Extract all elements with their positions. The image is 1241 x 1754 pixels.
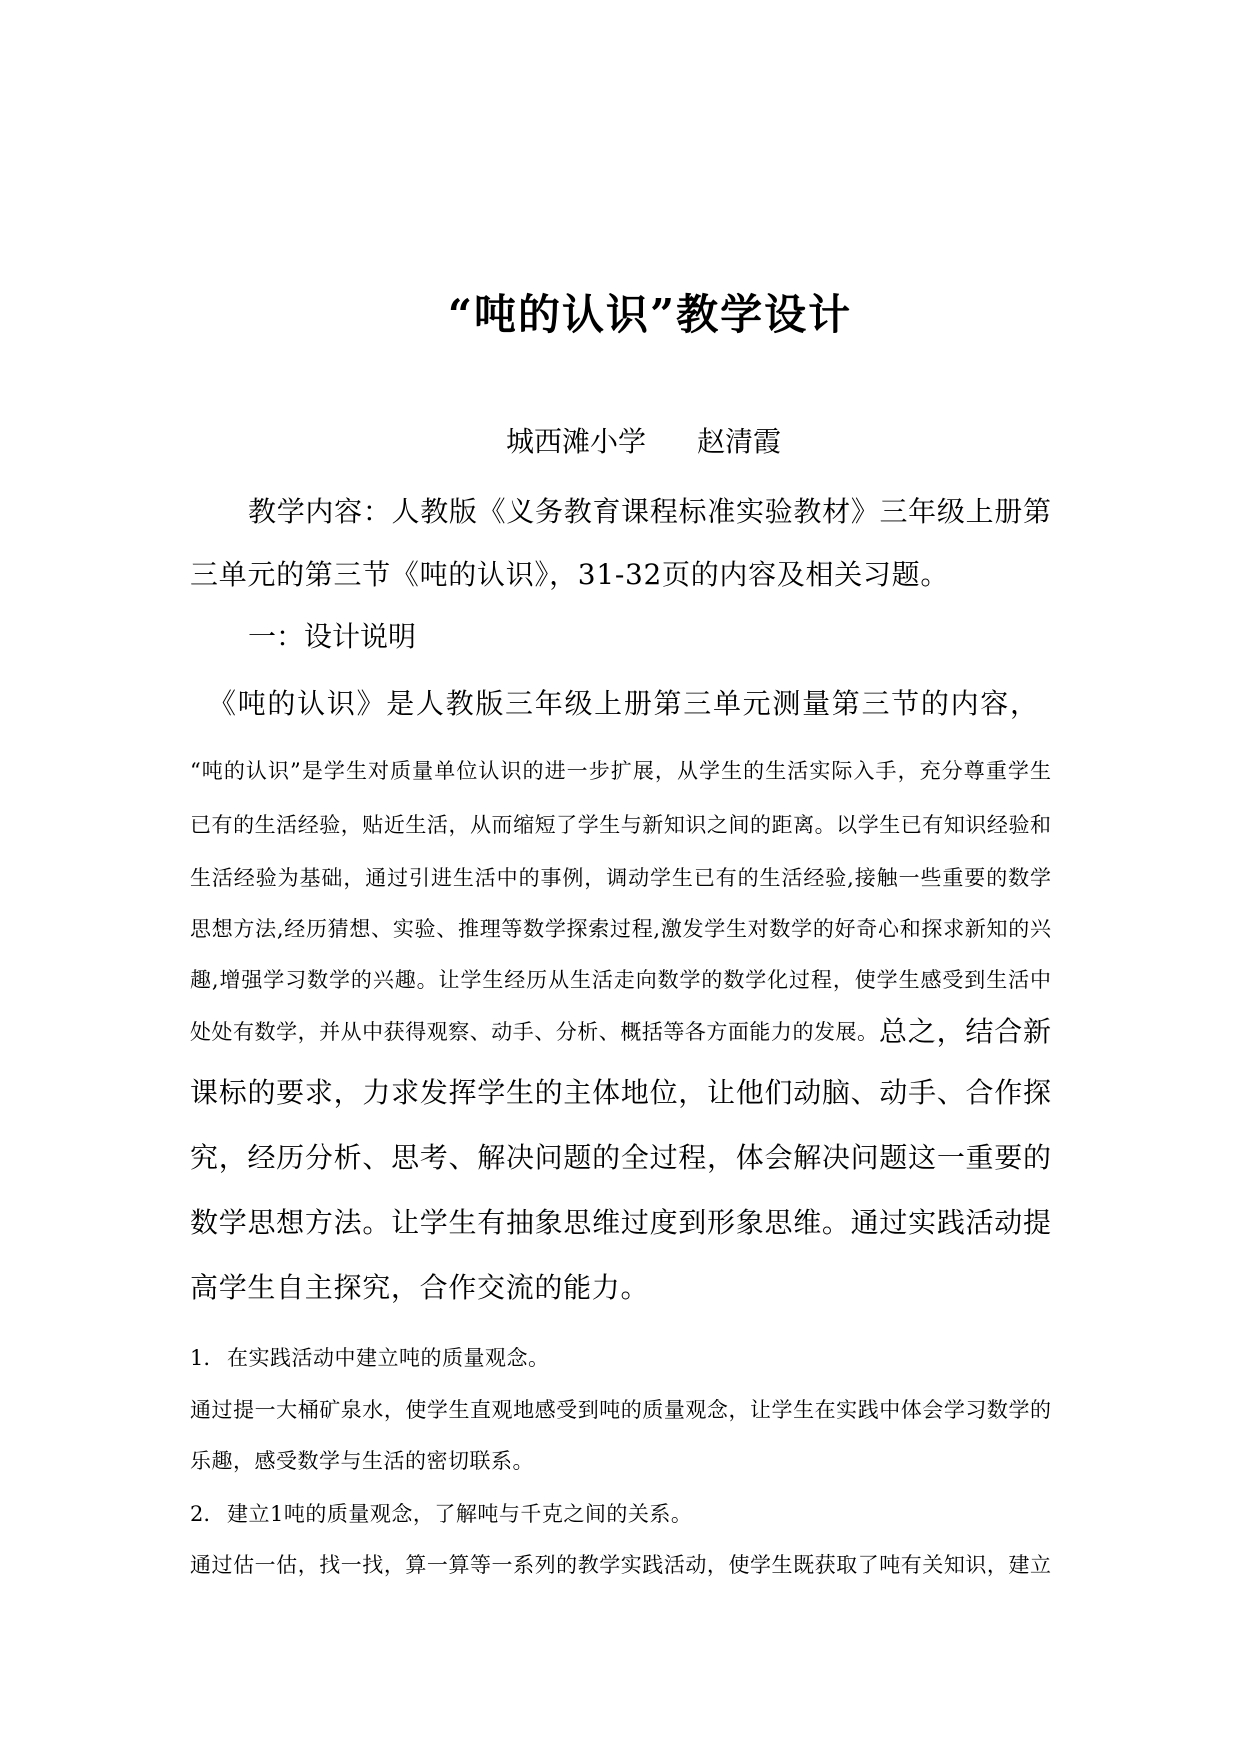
point-heading: 建立1吨的质量观念，了解吨与千克之间的关系。 — [227, 1502, 693, 1526]
teaching-content-line: 教学内容：人教版《义务教育课程标准实验教材》三年级上册第 — [248, 495, 1051, 528]
section-intro: 《吨的认识》是人教版三年级上册第三单元测量第三节的内容， — [208, 687, 1038, 720]
point-heading: 在实践活动中建立吨的质量观念。 — [227, 1346, 550, 1370]
body-line-large-tail: 总之，结合新 — [879, 1015, 1051, 1048]
point-body-line: 通过估一估，找一找，算一算等一系列的教学实践活动，使学生既获取了吨有关知识，建立 — [190, 1553, 1051, 1577]
body-line-large: 高学生自主探究，合作交流的能力。 — [190, 1271, 650, 1304]
point-number: 1. — [190, 1346, 211, 1370]
body-line-large: 课标的要求，力求发挥学生的主体地位，让他们动脑、动手、合作探 — [190, 1076, 1051, 1109]
document-title: “吨的认识”教学设计 — [447, 290, 853, 339]
body-line: 趣,增强学习数学的兴趣。让学生经历从生活走向数学的数学化过程，使学生感受到生活中 — [190, 968, 1051, 992]
body-line: “吨的认识”是学生对质量单位认识的进一步扩展，从学生的生活实际入手，充分尊重学生 — [190, 759, 1051, 783]
point-number: 2. — [190, 1502, 211, 1526]
teaching-content-line: 三单元的第三节《吨的认识》，31-32页的内容及相关习题。 — [190, 558, 950, 591]
body-line: 思想方法,经历猜想、实验、推理等数学探索过程,激发学生对数学的好奇心和探求新知的兴 — [190, 917, 1051, 941]
body-line: 已有的生活经验，贴近生活，从而缩短了学生与新知识之间的距离。以学生已有知识经验和 — [190, 813, 1051, 837]
byline-author: 赵清霞 — [697, 425, 782, 458]
byline-school: 城西滩小学 — [506, 425, 647, 458]
body-line-large: 究，经历分析、思考、解决问题的全过程，体会解决问题这一重要的 — [190, 1141, 1051, 1174]
point-body-line: 通过提一大桶矿泉水，使学生直观地感受到吨的质量观念，让学生在实践中体会学习数学的 — [190, 1398, 1051, 1422]
body-line-large: 数学思想方法。让学生有抽象思维过度到形象思维。通过实践活动提 — [190, 1206, 1051, 1239]
body-line: 处处有数学，并从中获得观察、动手、分析、概括等各方面能力的发展。 — [190, 1020, 878, 1044]
point-body-line: 乐趣，感受数学与生活的密切联系。 — [190, 1449, 534, 1473]
section-heading: 一：设计说明 — [248, 620, 417, 653]
body-line: 生活经验为基础，通过引进生活中的事例，调动学生已有的生活经验,接触一些重要的数学 — [190, 866, 1051, 890]
